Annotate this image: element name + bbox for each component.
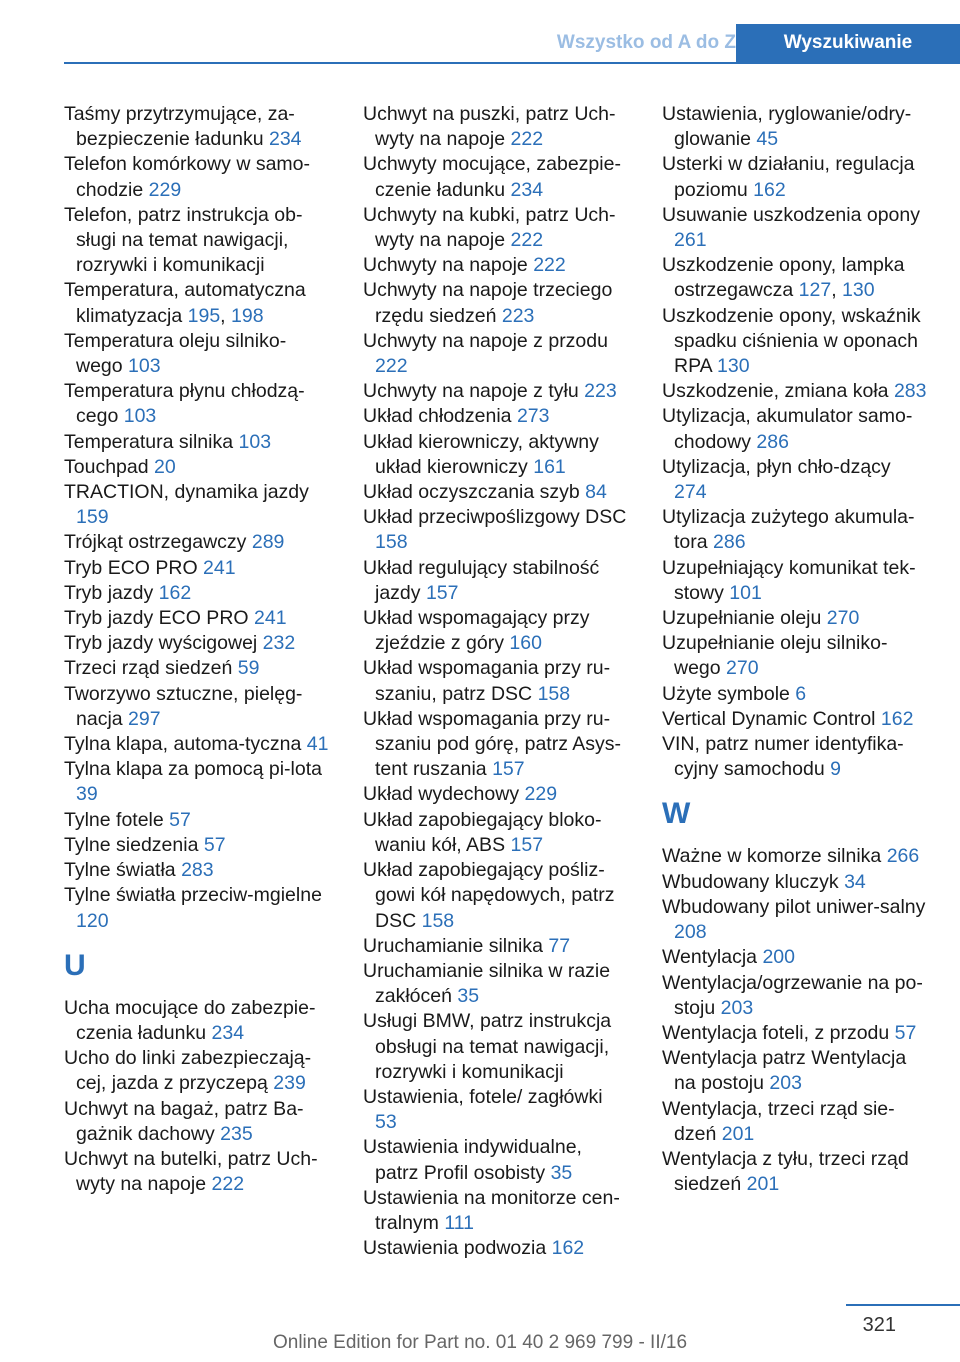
index-entry xyxy=(662,971,928,1021)
index-entry xyxy=(662,404,928,454)
index-entry xyxy=(64,102,330,152)
page-link[interactable]: 274 xyxy=(674,481,707,504)
page-link[interactable]: 111 xyxy=(444,1211,474,1234)
index-term: Temperatura płynu chłodzą-cego xyxy=(64,380,305,428)
index-entry xyxy=(363,278,629,328)
page-link[interactable]: 200 xyxy=(762,946,795,969)
index-entry xyxy=(64,1147,330,1197)
page-link[interactable]: 158 xyxy=(375,531,408,554)
index-entry xyxy=(363,606,629,656)
index-entry xyxy=(363,556,629,606)
index-entry xyxy=(363,329,629,379)
index-entry xyxy=(363,404,629,429)
index-entry xyxy=(64,732,330,757)
page-link[interactable]: 266 xyxy=(886,845,920,868)
page-number: 321 xyxy=(862,1314,896,1336)
tab-search: Wyszukiwanie xyxy=(736,24,960,64)
index-term: Wentylacja patrz Wentylacja na postoju xyxy=(662,1047,907,1095)
index-term: Wentylacja foteli, z przodu xyxy=(662,1021,890,1044)
page-link[interactable]: 34 xyxy=(844,870,866,893)
index-entry xyxy=(662,707,928,732)
page-link[interactable]: 20 xyxy=(154,455,176,478)
index-entry xyxy=(363,505,629,555)
index-entry xyxy=(64,329,330,379)
index-entry xyxy=(662,379,928,404)
page-link[interactable]: 270 xyxy=(826,607,860,630)
index-entry xyxy=(363,808,629,858)
index-term: Tylne siedzenia xyxy=(64,833,199,856)
page-link[interactable]: 157 xyxy=(425,581,459,604)
page-link[interactable]: 201 xyxy=(721,1122,755,1145)
page-link[interactable]: 201 xyxy=(746,1173,780,1196)
index-entry xyxy=(363,934,629,959)
index-entry xyxy=(363,707,629,783)
page-link[interactable]: 222 xyxy=(510,229,544,252)
page-link[interactable]: 195 xyxy=(187,304,221,327)
index-term: Utylizacja, płyn chło-dzący xyxy=(662,455,891,478)
index-term: Tryb jazdy ECO PRO xyxy=(64,607,249,630)
index-entry xyxy=(64,656,330,681)
index-term: Usługi BMW, patrz instrukcja obsługi na temat nawigacji, rozrywki i komunikacji xyxy=(363,1010,612,1083)
index-term: Wbudowany pilot uniwer-salny xyxy=(662,895,926,918)
index-entry xyxy=(363,203,629,253)
index-term: Touchpad xyxy=(64,455,149,478)
page-link[interactable]: 158 xyxy=(421,909,455,932)
index-term: Telefon, patrz instrukcja ob-sługi na temat nawigacji, rozrywki i komunikacji xyxy=(64,203,303,277)
index-term: Ważne w komorze silnika xyxy=(662,845,882,868)
index-entry xyxy=(662,870,928,895)
page-link[interactable]: 283 xyxy=(181,859,214,882)
index-entry xyxy=(64,379,330,429)
index-term: Tryb jazdy wyścigowej xyxy=(64,632,258,655)
page-link[interactable]: 57 xyxy=(203,833,226,856)
index-entry xyxy=(64,455,330,480)
index-entry: Temperatura, automatyczna klimatyzacja 195, 198 xyxy=(64,279,306,327)
index-term: Ustawienia, fotele/ zagłówki xyxy=(363,1085,603,1108)
index-entry xyxy=(662,682,928,707)
index-term: Układ kierowniczy, aktywny układ kierowniczy xyxy=(363,430,599,478)
index-entry xyxy=(64,996,330,1046)
page-link[interactable]: 241 xyxy=(254,607,287,630)
index-entry xyxy=(662,1021,928,1046)
page-link[interactable]: 234 xyxy=(268,128,302,151)
page-link[interactable]: 232 xyxy=(262,632,296,655)
page-link[interactable]: 160 xyxy=(509,632,542,655)
index-term: Uszkodzenie, zmiana koła xyxy=(662,380,889,403)
index-term: Wbudowany kluczyk xyxy=(662,870,839,893)
page-link[interactable]: 161 xyxy=(533,455,566,478)
index-entry xyxy=(662,606,928,631)
index-term: Wentylacja z tyłu, trzeci rząd siedzeń xyxy=(662,1147,909,1196)
index-entry xyxy=(64,833,330,858)
index-term: Utylizacja, akumulator samo-chodowy xyxy=(662,405,913,453)
index-entry xyxy=(64,606,330,631)
page-link[interactable]: 103 xyxy=(128,355,161,378)
index-term: Użyte symbole xyxy=(662,682,790,705)
page-link[interactable]: 203 xyxy=(769,1072,802,1095)
index-entry xyxy=(363,102,629,152)
index-term: Tylna klapa za pomocą pi-lota xyxy=(64,758,322,781)
page-link[interactable]: 234 xyxy=(211,1021,245,1044)
index-term: Temperatura oleju silniko-wego xyxy=(64,329,287,378)
page-link[interactable]: 223 xyxy=(501,304,535,327)
index-entry xyxy=(64,1046,330,1096)
page-link[interactable]: 283 xyxy=(893,380,927,403)
index-entry xyxy=(64,858,330,883)
index-term: Vertical Dynamic Control xyxy=(662,707,876,730)
index-term: Taśmy przytrzymujące, za-bezpieczenie ładunku xyxy=(64,103,295,151)
index-column-2 xyxy=(363,102,629,1261)
index-term: Uchwyty na napoje trzeciego rzędu siedzeń xyxy=(363,279,613,327)
page-link[interactable]: 222 xyxy=(510,128,544,151)
page-link[interactable]: 229 xyxy=(524,783,558,806)
index-term: Ustawienia podwozia xyxy=(363,1237,547,1260)
page-link[interactable]: 103 xyxy=(123,405,157,428)
index-column-1 xyxy=(64,102,330,1197)
index-entry xyxy=(363,1085,629,1135)
page-link[interactable]: 234 xyxy=(510,178,544,201)
index-entry xyxy=(662,203,928,253)
index-term: Tylna klapa, automa-tyczna xyxy=(64,733,302,756)
index-term: Telefon komórkowy w samo-chodzie xyxy=(64,153,310,201)
page-link[interactable]: 41 xyxy=(306,733,329,756)
index-term: Uchwyty na napoje xyxy=(363,254,528,277)
index-entry xyxy=(64,808,330,833)
index-entry: Uszkodzenie opony, lampka ostrzegawcza 127, 130 xyxy=(662,254,905,302)
page-link[interactable]: 208 xyxy=(674,921,707,944)
index-term: Usterki w działaniu, regulacja poziomu xyxy=(662,153,915,201)
page-link[interactable]: 120 xyxy=(76,909,109,932)
page-link[interactable]: 198 xyxy=(231,304,264,327)
index-letter-heading: W xyxy=(662,797,691,831)
index-term: Ustawienia na monitorze cen-tralnym xyxy=(363,1186,620,1234)
index-term: Uruchamianie silnika w razie zakłóceń xyxy=(363,959,611,1008)
page-link[interactable]: 53 xyxy=(375,1111,397,1134)
page-link[interactable]: 157 xyxy=(492,758,525,781)
index-entry xyxy=(662,556,928,606)
page-link[interactable]: 222 xyxy=(375,355,408,378)
index-term: Wentylacja xyxy=(662,946,758,969)
page-link[interactable]: 229 xyxy=(148,178,182,201)
page-link[interactable]: 203 xyxy=(720,996,754,1019)
page-link[interactable]: 297 xyxy=(128,707,161,730)
index-entry xyxy=(363,152,629,202)
index-term: Wentylacja, trzeci rząd sie-dzeń xyxy=(662,1097,895,1145)
page-link[interactable]: 239 xyxy=(273,1072,306,1095)
page-link[interactable]: 273 xyxy=(516,405,550,428)
index-entry xyxy=(64,203,330,279)
index-term: TRACTION, dynamika jazdy xyxy=(64,481,309,504)
index-entry xyxy=(64,631,330,656)
page-link[interactable]: 270 xyxy=(726,657,759,680)
index-entry xyxy=(64,530,330,555)
index-term: Układ wspomagający przy zjeździe z góry xyxy=(363,607,590,655)
page-link[interactable]: 101 xyxy=(729,581,762,604)
page-link[interactable]: 77 xyxy=(548,934,571,957)
index-term: Trzeci rząd siedzeń xyxy=(64,657,233,680)
page-link[interactable]: 241 xyxy=(203,556,236,579)
page-link[interactable]: 45 xyxy=(756,128,779,151)
index-entry xyxy=(363,959,629,1009)
index-term: Układ wydechowy xyxy=(363,783,520,806)
index-entry xyxy=(64,682,330,732)
index-entry xyxy=(363,1009,629,1085)
index-entry xyxy=(363,782,629,807)
index-term: Uchwyty na napoje z przodu xyxy=(363,329,608,352)
index-entry xyxy=(64,581,330,606)
index-entry xyxy=(64,152,330,202)
index-term: Układ regulujący stabilność jazdy xyxy=(363,556,600,604)
index-term: Uchwyty na kubki, patrz Uch-wyty na napoje xyxy=(363,203,616,252)
page-link[interactable]: 222 xyxy=(211,1173,245,1196)
index-entry xyxy=(363,253,629,278)
page-link[interactable]: 127 xyxy=(798,279,832,302)
index-entry xyxy=(662,304,928,380)
page-link[interactable]: 6 xyxy=(795,682,807,705)
index-entry xyxy=(64,757,330,807)
index-term: Układ oczyszczania szyb xyxy=(363,481,580,504)
page-link[interactable]: 222 xyxy=(533,254,566,277)
page-link[interactable]: 223 xyxy=(584,380,617,403)
page-link[interactable]: 261 xyxy=(674,229,707,252)
index-term: Trójkąt ostrzegawczy xyxy=(64,531,247,554)
index-entry xyxy=(363,1236,629,1261)
index-term: Ustawienia, ryglowanie/odry-glowanie xyxy=(662,103,912,151)
page-link[interactable]: 286 xyxy=(713,531,746,554)
index-letter-heading: U xyxy=(64,948,86,982)
page-link[interactable]: 162 xyxy=(880,707,914,730)
index-entry xyxy=(662,1147,928,1197)
index-term: Tworzywo sztuczne, pielęg-nacja xyxy=(64,682,303,730)
footer-edition: Online Edition for Part no. 01 40 2 969 799 - II/16 xyxy=(272,1332,688,1353)
index-term: Ucha mocujące do zabezpie-czenia ładunku xyxy=(64,996,316,1044)
index-term: Temperatura silnika xyxy=(64,430,234,453)
index-term: Uszkodzenie opony, wskaźnik spadku ciśnienia w oponach RPA xyxy=(662,304,921,378)
index-entry xyxy=(662,1046,928,1096)
page-link[interactable]: 84 xyxy=(585,481,607,504)
index-term: Tryb jazdy xyxy=(64,581,154,604)
index-entry xyxy=(662,732,928,782)
index-term: Układ chłodzenia xyxy=(363,405,512,428)
index-entry xyxy=(363,480,629,505)
footer-rule xyxy=(846,1304,960,1306)
index-term: Uzupełniający komunikat tek-stowy xyxy=(662,556,916,604)
index-term: Układ wspomagania przy ru-szaniu pod górę, patrz Asys-tent ruszania xyxy=(363,707,622,781)
index-entry xyxy=(363,1186,629,1236)
page-link[interactable]: 103 xyxy=(238,430,272,453)
page-link[interactable]: 130 xyxy=(717,355,750,378)
page-link[interactable]: 59 xyxy=(237,657,260,680)
index-term: Uruchamianie silnika xyxy=(363,934,543,957)
index-term: Tryb ECO PRO xyxy=(64,556,198,579)
index-entry xyxy=(64,1097,330,1147)
index-entry xyxy=(662,505,928,555)
index-term: VIN, patrz numer identyfika-cyjny samochodu xyxy=(662,733,904,781)
index-entry xyxy=(662,844,928,869)
page-link[interactable]: 289 xyxy=(251,531,285,554)
page-link[interactable]: 39 xyxy=(76,783,98,806)
index-entry xyxy=(363,430,629,480)
index-term: Uzupełnianie oleju xyxy=(662,607,822,630)
index-term: Uchwyt na butelki, patrz Uch-wyty na napoje xyxy=(64,1147,318,1196)
index-term: Uchwyty na napoje z tyłu xyxy=(363,380,579,403)
index-term: Uchwyt na puszki, patrz Uch-wyty na napoje xyxy=(363,103,616,151)
index-entry xyxy=(64,556,330,581)
index-entry xyxy=(64,883,330,933)
index-term: Tylne fotele xyxy=(64,808,164,831)
index-term: Układ przeciwpoślizgowy DSC xyxy=(363,506,627,529)
index-entry xyxy=(662,102,928,152)
index-entry xyxy=(662,895,928,945)
page-link[interactable]: 162 xyxy=(158,581,192,604)
index-term: Tylne światła przeciw-mgielne xyxy=(64,884,322,907)
index-term: Układ wspomagania przy ru-szaniu, patrz DSC xyxy=(363,657,611,705)
page-link[interactable]: 159 xyxy=(76,506,109,529)
page-link[interactable]: 35 xyxy=(550,1161,573,1184)
page-link[interactable]: 158 xyxy=(537,682,571,705)
page-link[interactable]: 57 xyxy=(894,1021,917,1044)
index-entry xyxy=(64,480,330,530)
page-link[interactable]: 9 xyxy=(830,758,841,781)
index-entry xyxy=(662,152,928,202)
index-term: Uzupełnianie oleju silniko-wego xyxy=(662,632,888,680)
index-term: Wentylacja/ogrzewanie na po-stoju xyxy=(662,971,923,1019)
index-term: Ustawienia indywidualne, patrz Profil osobisty xyxy=(363,1136,582,1184)
index-entry xyxy=(363,858,629,934)
index-term: Temperatura, automatyczna klimatyzacja xyxy=(64,279,306,327)
index-entry xyxy=(662,1097,928,1147)
section-title: Wszystko od A do Z xyxy=(556,32,736,53)
index-term: Usuwanie uszkodzenia opony xyxy=(662,203,920,226)
index-entry xyxy=(64,430,330,455)
page-link[interactable]: 130 xyxy=(842,279,875,302)
page-link[interactable]: 235 xyxy=(220,1122,253,1145)
index-term: Uchwyt na bagaż, patrz Ba-gażnik dachowy xyxy=(64,1097,304,1145)
index-term: Tylne światła xyxy=(64,859,176,882)
index-term: Utylizacja zużytego akumula-tora xyxy=(662,506,915,554)
page-link[interactable]: 286 xyxy=(756,430,789,453)
index-term: Układ zapobiegający pośliz-gowi kół napędowych, patrz DSC xyxy=(363,859,615,932)
page-link[interactable]: 57 xyxy=(169,808,191,831)
index-entry xyxy=(363,379,629,404)
index-entry xyxy=(363,1135,629,1185)
index-entry xyxy=(662,455,928,505)
page-link[interactable]: 35 xyxy=(457,985,480,1008)
index-term: Uszkodzenie opony, lampka ostrzegawcza xyxy=(662,254,905,302)
index-term: Układ zapobiegający bloko-waniu kół, ABS xyxy=(363,808,602,856)
index-column-3 xyxy=(662,102,928,1197)
index-entry xyxy=(363,656,629,706)
page-link[interactable]: 162 xyxy=(753,178,786,201)
page-link[interactable]: 162 xyxy=(551,1237,585,1260)
index-term: Uchwyty mocujące, zabezpie-czenie ładunku xyxy=(363,153,621,201)
page-link[interactable]: 157 xyxy=(510,833,544,856)
index-entry xyxy=(662,631,928,681)
index-entry xyxy=(662,945,928,970)
index-term: Ucho do linki zabezpieczają-cej, jazda z przyczepą xyxy=(64,1047,312,1095)
